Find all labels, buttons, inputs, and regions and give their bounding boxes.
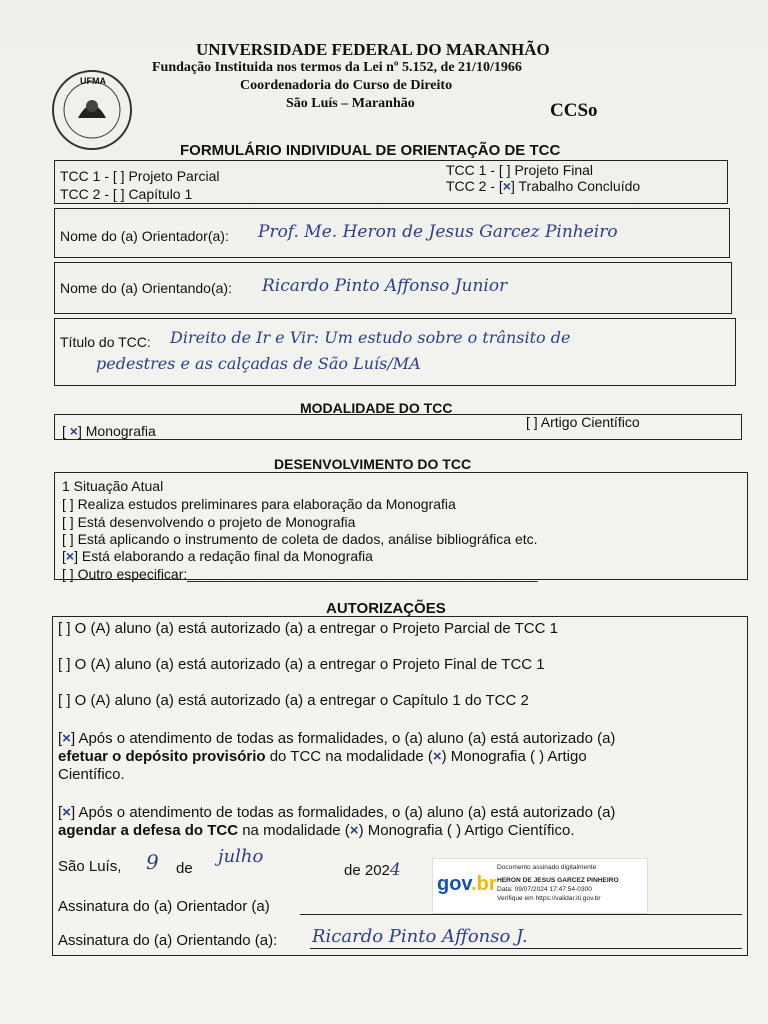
defesa-text-a: Após o atendimento de todas as formalidades, o (a) aluno (a) está autorizado (a) xyxy=(78,804,616,821)
titulo-label: Título do TCC: xyxy=(60,334,151,350)
defesa-rest: na modalidade ( xyxy=(242,822,350,839)
assinatura-orientando-line[interactable] xyxy=(310,948,742,949)
situacao-text: Realiza estudos preliminares para elaboração da Monografia xyxy=(77,496,456,512)
tcc2-suffix: ] Trabalho Concluído xyxy=(510,178,641,194)
situacao-item[interactable]: [ ] Está aplicando o instrumento de coleta de dados, análise bibliográfica etc. xyxy=(62,531,538,547)
gov-stamp-verify-link[interactable]: Verifique em https://validar.iti.gov.br xyxy=(497,895,601,902)
gov-stamp-signer: HERON DE JESUS GARCEZ PINHEIRO xyxy=(497,877,619,884)
autorizacoes-title: AUTORIZAÇÕES xyxy=(326,600,446,617)
situacao-item[interactable]: [×] Está elaborando a redação final da Monografia xyxy=(62,548,373,564)
deposito-mono-checkmark: × xyxy=(432,748,442,765)
date-month[interactable]: julho xyxy=(218,846,264,867)
autorizacao-item-5[interactable]: [×] Após o atendimento de todas as formalidades, o (a) aluno (a) está autorizado (a) xyxy=(58,804,616,821)
date-year-prefix: de 202 xyxy=(344,862,390,879)
autorizacao-item-1[interactable]: [ ] O (A) aluno (a) está autorizado (a) a entregar o Projeto Parcial de TCC 1 xyxy=(58,620,558,637)
artigo-option[interactable]: [ ] Artigo Científico xyxy=(526,414,640,430)
autorizacao-item-4[interactable]: [×] Após o atendimento de todas as formalidades, o (a) aluno (a) está autorizado (a) xyxy=(58,730,616,747)
date-de1: de xyxy=(176,860,193,877)
tcc2-capitulo-option[interactable]: TCC 2 - [ ] Capítulo 1 xyxy=(60,186,193,202)
br-logo-text: .br xyxy=(471,873,497,895)
situacao-text: Está aplicando o instrumento de coleta de dados, análise bibliográfica etc. xyxy=(77,531,538,547)
coordination-line: Coordenadoria do Curso de Direito xyxy=(240,78,453,93)
ufma-seal xyxy=(52,70,132,150)
situacao-item[interactable]: [ ] Realiza estudos preliminares para elaboração da Monografia xyxy=(62,496,456,512)
situacao-checkmark xyxy=(66,514,70,530)
assinatura-orientador-label: Assinatura do (a) Orientador (a) xyxy=(58,898,270,915)
deposito-rest: do TCC na modalidade ( xyxy=(269,748,433,765)
situacao-checkmark xyxy=(66,531,70,547)
deposito-bold: efetuar o depósito provisório xyxy=(58,748,266,765)
date-year-last[interactable]: 4 xyxy=(389,860,401,880)
monografia-checkmark: × xyxy=(69,423,78,439)
deposito-checkmark: × xyxy=(62,730,71,747)
assinatura-orientando-label: Assinatura do (a) Orientando (a): xyxy=(58,932,278,949)
modalidade-title: MODALIDADE DO TCC xyxy=(300,400,453,416)
autorizacao-item-3[interactable]: [ ] O (A) aluno (a) está autorizado (a) a entregar o Capítulo 1 do TCC 2 xyxy=(58,692,529,709)
defesa-end: ) Monografia ( ) Artigo Científico. xyxy=(358,822,575,839)
orientador-value[interactable]: Prof. Me. Heron de Jesus Garcez Pinheiro xyxy=(258,222,618,242)
tcc2-concluido-option[interactable] xyxy=(446,178,640,194)
situacao-text: Está desenvolvendo o projeto de Monografia xyxy=(77,514,356,530)
orientando-label: Nome do (a) Orientando(a): xyxy=(60,280,232,296)
orientador-label: Nome do (a) Orientador(a): xyxy=(60,228,229,244)
autorizacao-item-2[interactable]: [ ] O (A) aluno (a) está autorizado (a) a entregar o Projeto Final de TCC 1 xyxy=(58,656,545,673)
situacao-checkmark: × xyxy=(65,548,75,564)
monografia-option[interactable] xyxy=(62,423,156,439)
tcc2-concluido-checkmark: × xyxy=(502,178,511,194)
defesa-checkmark: × xyxy=(62,804,71,821)
gov-br-logo xyxy=(437,873,497,896)
assinatura-orientando-signature: Ricardo Pinto Affonso J. xyxy=(312,926,528,947)
form-title: FORMULÁRIO INDIVIDUAL DE ORIENTAÇÃO DE TCC xyxy=(180,142,561,159)
defesa-line-b xyxy=(58,822,574,839)
situacao-text: Está elaborando a redação final da Monografia xyxy=(81,548,373,564)
date-city: São Luís, xyxy=(58,858,122,875)
bracket-close: ] xyxy=(77,423,86,439)
defesa-mono-checkmark: × xyxy=(349,822,359,839)
orientando-value[interactable]: Ricardo Pinto Affonso Junior xyxy=(262,276,508,296)
foundation-line: Fundação Instituida nos termos da Lei nº 5.152, de 21/10/1966 xyxy=(152,60,522,75)
gov-stamp-text xyxy=(497,863,619,903)
situacao-item[interactable]: [ ] Está desenvolvendo o projeto de Monografia xyxy=(62,514,356,530)
situacao-item[interactable]: [ ] Outro especificar:_____________________________________________ xyxy=(62,566,538,582)
date-day[interactable]: 9 xyxy=(146,850,159,874)
deposito-line-c: Científico. xyxy=(58,766,125,783)
titulo-line2[interactable]: pedestres e as calçadas de São Luís/MA xyxy=(96,354,421,373)
city-line: São Luís – Maranhão xyxy=(286,96,415,111)
deposito-text-a: Após o atendimento de todas as formalidades, o (a) aluno (a) está autorizado (a) xyxy=(78,730,616,747)
gov-stamp-date: Data: 09/07/2024 17:47:54-0300 xyxy=(497,886,592,893)
monografia-label: Monografia xyxy=(85,423,156,439)
bracket-open: [ xyxy=(62,423,70,439)
assinatura-orientador-line[interactable] xyxy=(300,914,742,915)
situacao-text: Outro especificar:_____________________________________________ xyxy=(77,566,538,582)
gov-logo-text: gov xyxy=(437,873,472,895)
tcc2-prefix: TCC 2 - [ xyxy=(446,178,503,194)
tcc1-parcial-option[interactable]: TCC 1 - [ ] Projeto Parcial xyxy=(60,168,220,184)
deposito-line-b xyxy=(58,748,587,765)
situacao-heading: 1 Situação Atual xyxy=(62,478,164,494)
ccso-code: CCSo xyxy=(550,100,598,121)
deposito-end: ) Monografia ( ) Artigo xyxy=(441,748,587,765)
defesa-bold: agendar a defesa do TCC xyxy=(58,822,239,839)
desenvolvimento-title: DESENVOLVIMENTO DO TCC xyxy=(274,456,472,472)
gov-stamp-line1: Documento assinado digitalmente xyxy=(497,864,597,871)
university-name: UNIVERSIDADE FEDERAL DO MARANHÃO xyxy=(196,40,550,59)
titulo-line1[interactable]: Direito de Ir e Vir: Um estudo sobre o trânsito de xyxy=(170,328,571,347)
situacao-checkmark xyxy=(66,566,70,582)
seal-text: UFMA xyxy=(80,76,106,86)
gov-br-signature-stamp xyxy=(432,858,648,914)
situacao-checkmark xyxy=(66,496,70,512)
date-year xyxy=(344,860,401,880)
tcc1-final-option[interactable]: TCC 1 - [ ] Projeto Final xyxy=(446,162,594,178)
